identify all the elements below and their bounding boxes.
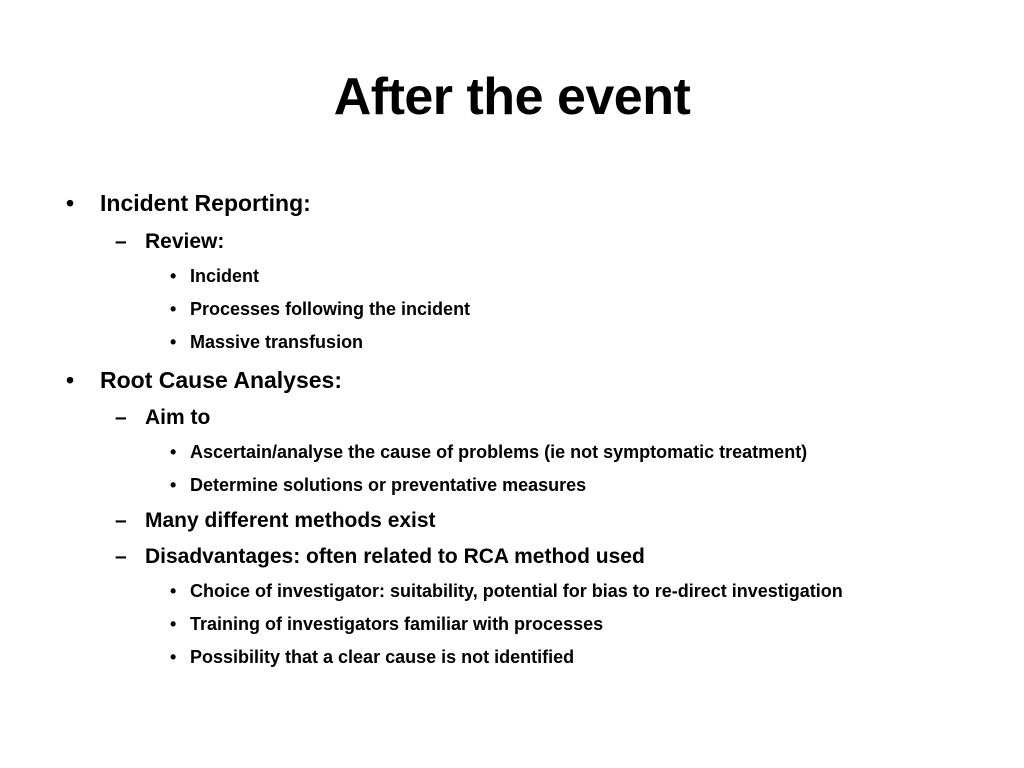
sub-sub-item-text: Ascertain/analyse the cause of problems (ie not symptomatic treatment): [190, 442, 808, 462]
sub-item-text: Many different methods exist: [145, 509, 436, 532]
sub-sub-item-choice-of-investigator: [170, 579, 843, 603]
dash-marker: –: [115, 509, 127, 532]
sub-item-many-methods: [115, 507, 436, 535]
sub-sub-item-text: Processes following the incident: [190, 299, 471, 319]
sub-sub-item-text: Determine solutions or preventative measures: [190, 475, 587, 495]
sub-sub-item-ascertain: [170, 440, 808, 464]
dash-marker: –: [115, 545, 127, 568]
sub-sub-item-text: Massive transfusion: [190, 332, 364, 352]
bullet-marker: •: [66, 190, 75, 216]
sub-item-text: Aim to: [145, 406, 211, 429]
sub-sub-item-text: Choice of investigator: suitability, potential for bias to re-direct investigation: [190, 581, 843, 601]
bullet-item-incident-reporting: [66, 188, 311, 218]
dash-marker: –: [115, 230, 127, 253]
sub-sub-item-processes: [170, 297, 471, 321]
bullet-marker: •: [170, 614, 177, 634]
bullet-marker: •: [170, 332, 177, 352]
bullet-marker: •: [170, 647, 177, 667]
sub-item-text: Disadvantages: often related to RCA method used: [145, 545, 645, 568]
dash-marker: –: [115, 406, 127, 429]
sub-sub-item-determine-solutions: [170, 473, 587, 497]
bullet-marker: •: [170, 299, 177, 319]
sub-sub-item-massive-transfusion: [170, 330, 364, 354]
sub-item-review: [115, 228, 225, 256]
slide-title: After the event: [333, 68, 691, 126]
sub-sub-item-text: Incident: [190, 266, 260, 286]
sub-item-aim-to: [115, 404, 211, 432]
bullet-text: Root Cause Analyses:: [100, 367, 342, 393]
sub-sub-item-incident: [170, 264, 260, 288]
bullet-marker: •: [170, 581, 177, 601]
sub-sub-item-possibility: [170, 645, 575, 669]
sub-sub-item-text: Training of investigators familiar with processes: [190, 614, 604, 634]
bullet-marker: •: [170, 266, 177, 286]
bullet-marker: •: [66, 367, 75, 393]
bullet-item-root-cause-analyses: [66, 365, 342, 395]
sub-sub-item-training: [170, 612, 604, 636]
sub-item-text: Review:: [145, 230, 225, 253]
sub-item-disadvantages: [115, 543, 645, 571]
sub-sub-item-text: Possibility that a clear cause is not identified: [190, 647, 575, 667]
bullet-text: Incident Reporting:: [100, 190, 311, 216]
bullet-marker: •: [170, 442, 177, 462]
bullet-marker: •: [170, 475, 177, 495]
